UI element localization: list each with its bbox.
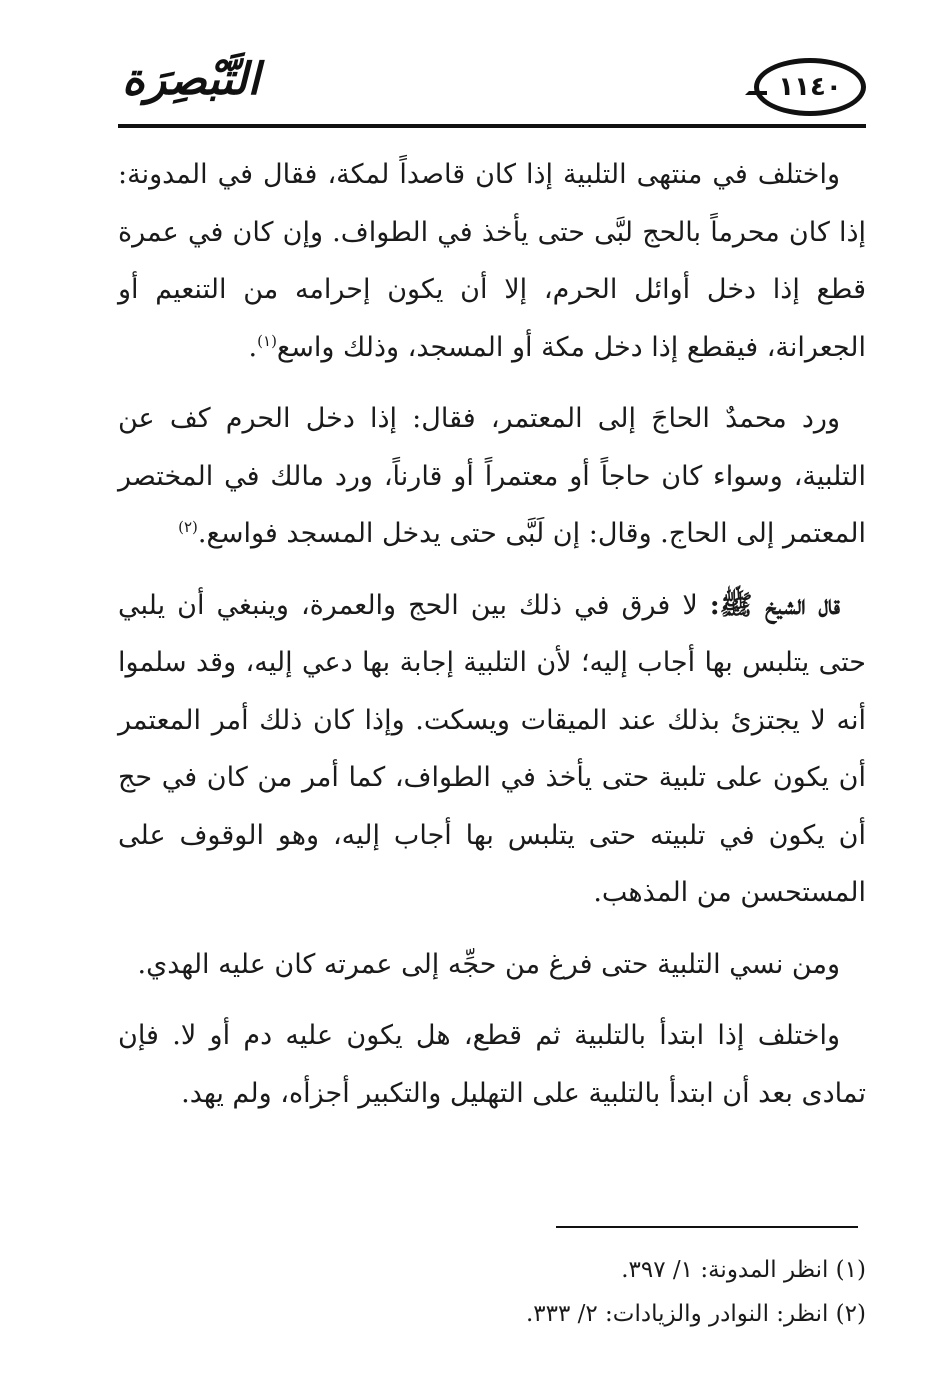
- paragraph-text: ومن نسي التلبية حتى فرغ من حجِّه إلى عمرته كان عليه الهدي.: [137, 948, 840, 980]
- paragraph: [118, 936, 866, 994]
- paragraph-text: واختلف إذا ابتدأ بالتلبية ثم قطع، هل يكون عليه دم أو لا. فإن تمادى بعد أن ابتدأ بالتلبية على التهليل والتكبير أجزأه، ولم يهد.: [118, 1020, 866, 1109]
- paragraph-end: .: [248, 331, 258, 363]
- page-header: [118, 52, 866, 128]
- footnotes: [118, 1248, 866, 1336]
- footnote-ref: (١): [257, 331, 277, 350]
- speaker-label: قال الشيخ ﷺ:: [709, 589, 840, 621]
- footnote-ref: (٢): [178, 518, 198, 536]
- main-text: [118, 146, 866, 1136]
- page-number: ١١٤٠: [778, 72, 842, 102]
- header-rule: [118, 124, 866, 128]
- paragraph-text: لا فرق في ذلك بين الحج والعمرة، وينبغي أن يلبي حتى يتلبس بها أجاب إليه؛ لأن التلبية إجابة بها دعي إليه، وقد سلموا أنه لا يجتزئ بذلك عند الميقات ويسكت. وإذا كان ذلك أمر المعتمر أن يكون على تلبية حتى يأخذ في الطواف، كما أمر من كان في حج أن يكون في تلبيته حتى يتلبس بها أجاب إليه، وهو الوقوف على المستحسن من المذهب.: [118, 589, 866, 908]
- book-title: التَّبْصِرَة: [122, 54, 260, 105]
- paragraph: [118, 1007, 866, 1122]
- footnote-divider: [556, 1226, 858, 1228]
- page-number-badge: [754, 58, 866, 116]
- paragraph: [118, 146, 866, 376]
- footnote: (٢) انظر: النوادر والزيادات: ٢/ ٣٣٣.: [525, 1301, 866, 1327]
- paragraph: [118, 577, 866, 922]
- paragraph: [118, 390, 866, 563]
- paragraph-text: ورد محمدٌ الحاجَ إلى المعتمر، فقال: إذا دخل الحرم كف عن التلبية، وسواء كان حاجاً أو معتمراً أو قارناً، ورد مالك في المختصر المعتمر إلى الحاج. وقال: إن لَبَّى حتى يدخل المسجد فواسع.: [118, 403, 866, 549]
- footnote: (١) انظر المدونة: ١/ ٣٩٧.: [621, 1257, 866, 1283]
- paragraph-text: واختلف في منتهى التلبية إذا كان قاصداً لمكة، فقال في المدونة: إذا كان محرماً بالحج لبَّى حتى يأخذ في الطواف. وإن كان في عمرة قطع إذا دخل أوائل الحرم، إلا أن يكون إحرامه من التنعيم أو الجعرانة، فيقطع إذا دخل مكة أو المسجد، وذلك واسع: [118, 159, 866, 363]
